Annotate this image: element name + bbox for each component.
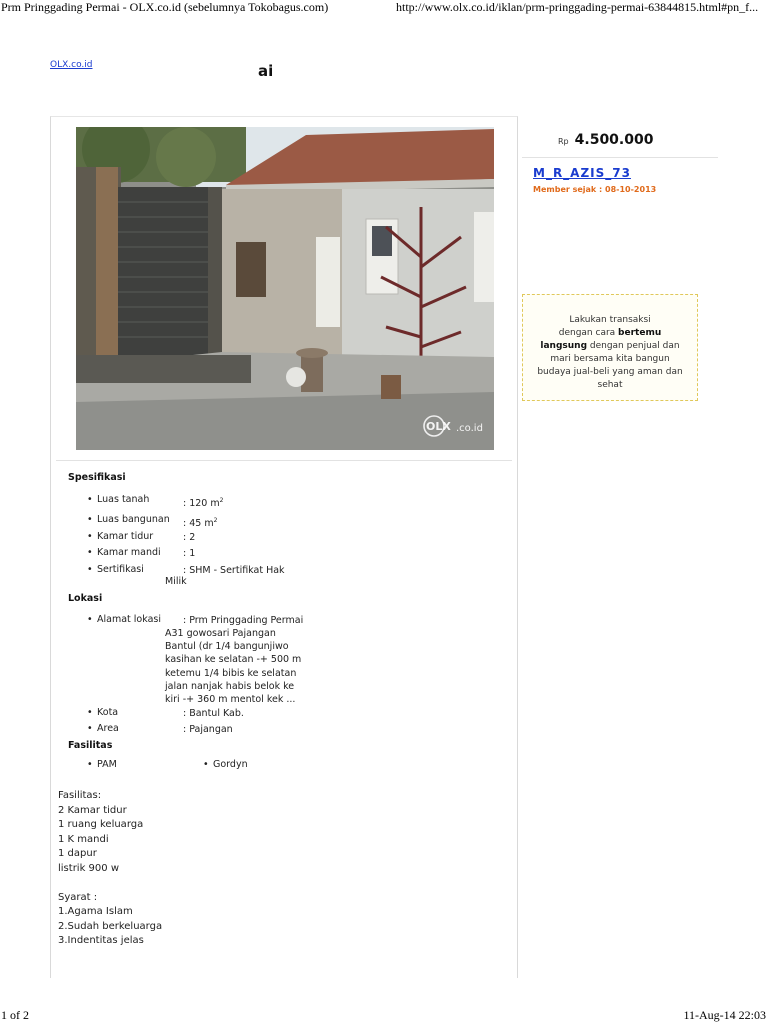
safety-tip-emphasis: bertemu [618,328,662,338]
safety-tip-text: dengan cara [558,328,619,338]
print-footer [0,1008,768,1024]
facilities-heading: Fasilitas [68,740,113,751]
location-value: : Pajangan [183,724,233,735]
facility-label: Gordyn [213,759,248,770]
divider [56,460,512,461]
listing-photo[interactable] [76,127,494,450]
safety-tip-line: Lakukan transaksi [569,315,651,325]
watermark-brand: OLX [426,420,451,433]
price-value: 4.500.000 [574,132,654,148]
seller-name-link[interactable]: M_R_AZIS_73 [533,166,631,180]
site-logo-link[interactable]: OLX.co.id [50,60,93,70]
spec-value: : 120 m [183,498,220,510]
safety-tip-box [522,294,698,401]
print-header-url: http://www.olx.co.id/iklan/prm-pringgading-permai-63844815.html#pn_f... [396,0,759,14]
safety-tip-emphasis: langsung [540,341,588,351]
spec-unit-sup: 2 [213,517,218,524]
location-address-cont: A31 gowosari Pajangan Bantul (dr 1/4 bangunjiwo kasihan ke selatan -+ 500 m ketemu 1/4 bibis ke selatan jalan nanjak habis belok ke kiri -+ 360 m mentol kek ... [165,628,302,706]
divider [522,157,718,158]
house-photo-image [76,127,494,450]
spec-value: : 1 [183,548,196,559]
member-since: Member sejak : 08-10-2013 [533,185,657,194]
location-label: Alamat lokasi [97,614,161,625]
watermark-domain: .co.id [456,423,483,434]
location-label: Kota [97,707,119,718]
location-heading: Lokasi [68,593,103,604]
spec-value: : 2 [183,532,196,543]
spec-value: : SHM - Sertifikat Hak [183,565,285,576]
spec-value: : 45 m [183,518,214,530]
spec-label: Luas tanah [97,494,150,505]
location-label: Area [97,723,119,734]
location-value: : Bantul Kab. [183,708,244,719]
print-header-title: Prm Pringgading Permai - OLX.co.id (sebelumnya Tokobagus.com) [1,0,329,14]
location-value: : Prm Pringgading Permai [183,615,304,626]
spec-label: Sertifikasi [97,564,144,575]
print-datetime: 11-Aug-14 22:03 [683,1008,766,1022]
safety-tip-line: sehat [597,380,623,390]
safety-tip-line: budaya jual-beli yang aman dan [537,367,683,377]
page-title: ai [258,62,274,80]
safety-tip-line: mari bersama kita bangun [550,354,670,364]
spec-value-cont: Milik [165,576,187,587]
spec-unit-sup: 2 [219,497,224,504]
listing-description: Fasilitas: 2 Kamar tidur 1 ruang keluarga 1 K mandi 1 dapur listrik 900 w Syarat : 1.Agama Islam 2.Sudah berkeluarga 3.Indentitas jelas [58,790,163,946]
facility-label: PAM [97,759,117,770]
listing-main-panel: OLX .co.id Spesifikasi • Luas tanah : 120 $m^2$ • Luas bangunan : 45 $m^2$ • Kamar tidur : 2 • Kamar mandi : 1 • Sertifikasi : SHM - Sertifikat Hak Milik Lokasi • Alamat lokasi : Prm Pringgading Permai A31 gowosari Pajangan Bantul (dr 1/4 bangunjiwo kasihan ke selatan -+ 500 m ketemu 1/4 bibis ke selatan jalan nanjak habis belok ke kiri -+ 360 m mentol kek ... • Kota : Bantul Kab. • Area : Pajangan Fasilitas • PAM • Gordyn Fasilitas: 2 Kamar tidur 1 ruang keluarga 1 K mandi 1 dapur listrik 900 w Syarat : 1.Agama Islam 2.Sudah berkeluarga 3.Indentitas jelas [50,116,518,978]
print-header [0,0,768,16]
safety-tip-text: dengan penjual dan [587,341,680,351]
spec-label: Luas bangunan [97,514,170,525]
currency-label: Rp [558,137,569,146]
specs-heading: Spesifikasi [68,472,126,483]
page-count: 1 of 2 [1,1008,29,1022]
spec-label: Kamar tidur [97,531,154,542]
spec-label: Kamar mandi [97,547,161,558]
